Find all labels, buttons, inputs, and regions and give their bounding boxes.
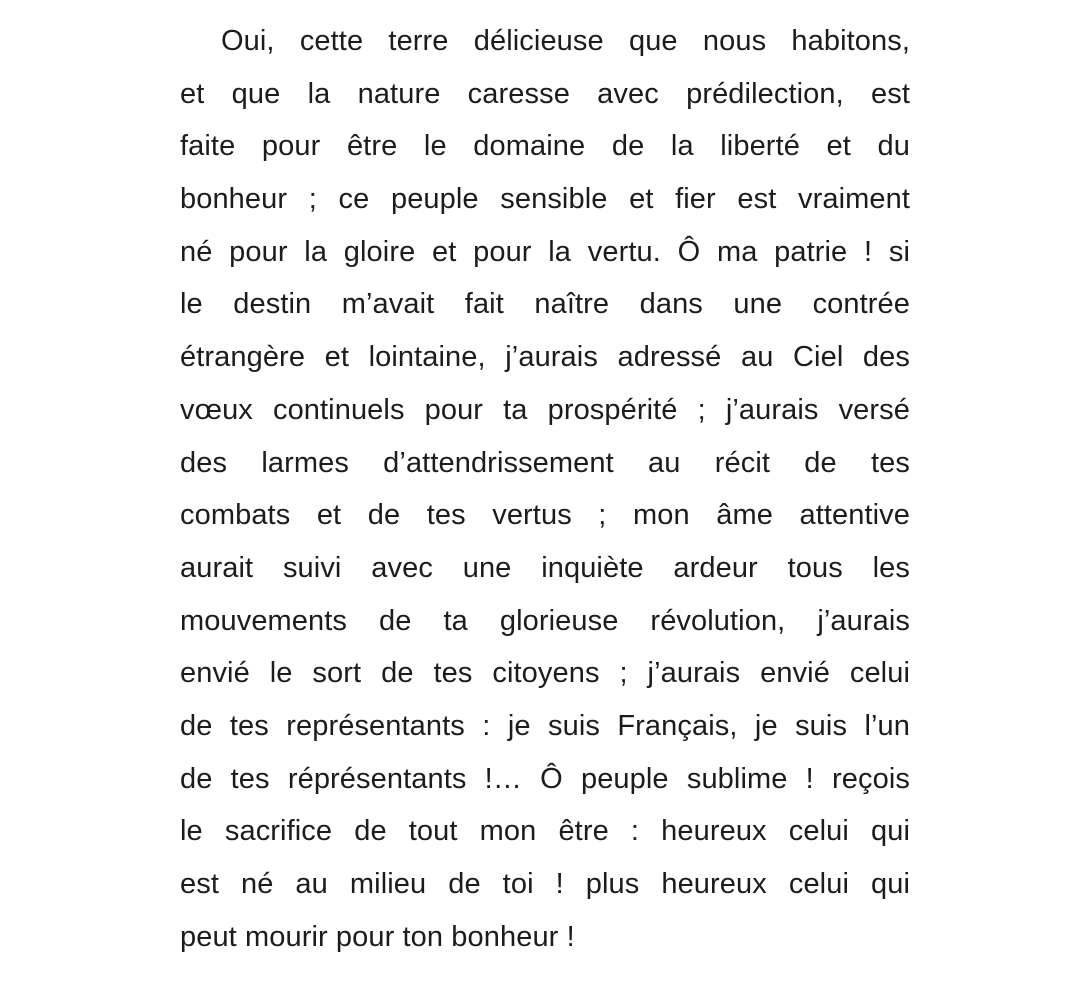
text-line: des larmes d’attendrissement au récit de tes — [180, 446, 910, 479]
text-line: le sacrifice de tout mon être : heureux celui qui — [180, 815, 910, 848]
text-line: né pour la gloire et pour la vertu. Ô ma patrie ! si — [180, 235, 910, 268]
text-line: et que la nature caresse avec prédilection, est — [180, 77, 910, 110]
text-line: étrangère et lointaine, j’aurais adressé au Ciel des — [180, 341, 910, 374]
text-line: bonheur ; ce peuple sensible et fier est vraiment — [180, 183, 910, 216]
text-line: Oui, cette terre délicieuse que nous habitons, — [221, 25, 910, 57]
text-line: aurait suivi avec une inquiète ardeur tous les — [180, 551, 910, 584]
text-line: est né au milieu de toi ! plus heureux celui qui — [180, 868, 910, 900]
text-line: combats et de tes vertus ; mon âme attentive — [180, 499, 910, 532]
text-line: peut mourir pour ton bonheur ! — [180, 920, 575, 953]
paragraph — [180, 15, 910, 963]
text-line: faite pour être le domaine de la liberté et du — [180, 130, 910, 163]
text-line: de tes représentants : je suis Français, je suis l’un — [180, 709, 910, 742]
text-line: mouvements de ta glorieuse révolution, j’aurais — [180, 604, 910, 637]
text-line: envié le sort de tes citoyens ; j’aurais envié celui — [180, 657, 910, 690]
text-line: de tes réprésentants !… Ô peuple sublime ! reçois — [180, 762, 910, 795]
text-line: le destin m’avait fait naître dans une contrée — [180, 288, 910, 321]
text-line: vœux continuels pour ta prospérité ; j’aurais versé — [180, 393, 910, 426]
